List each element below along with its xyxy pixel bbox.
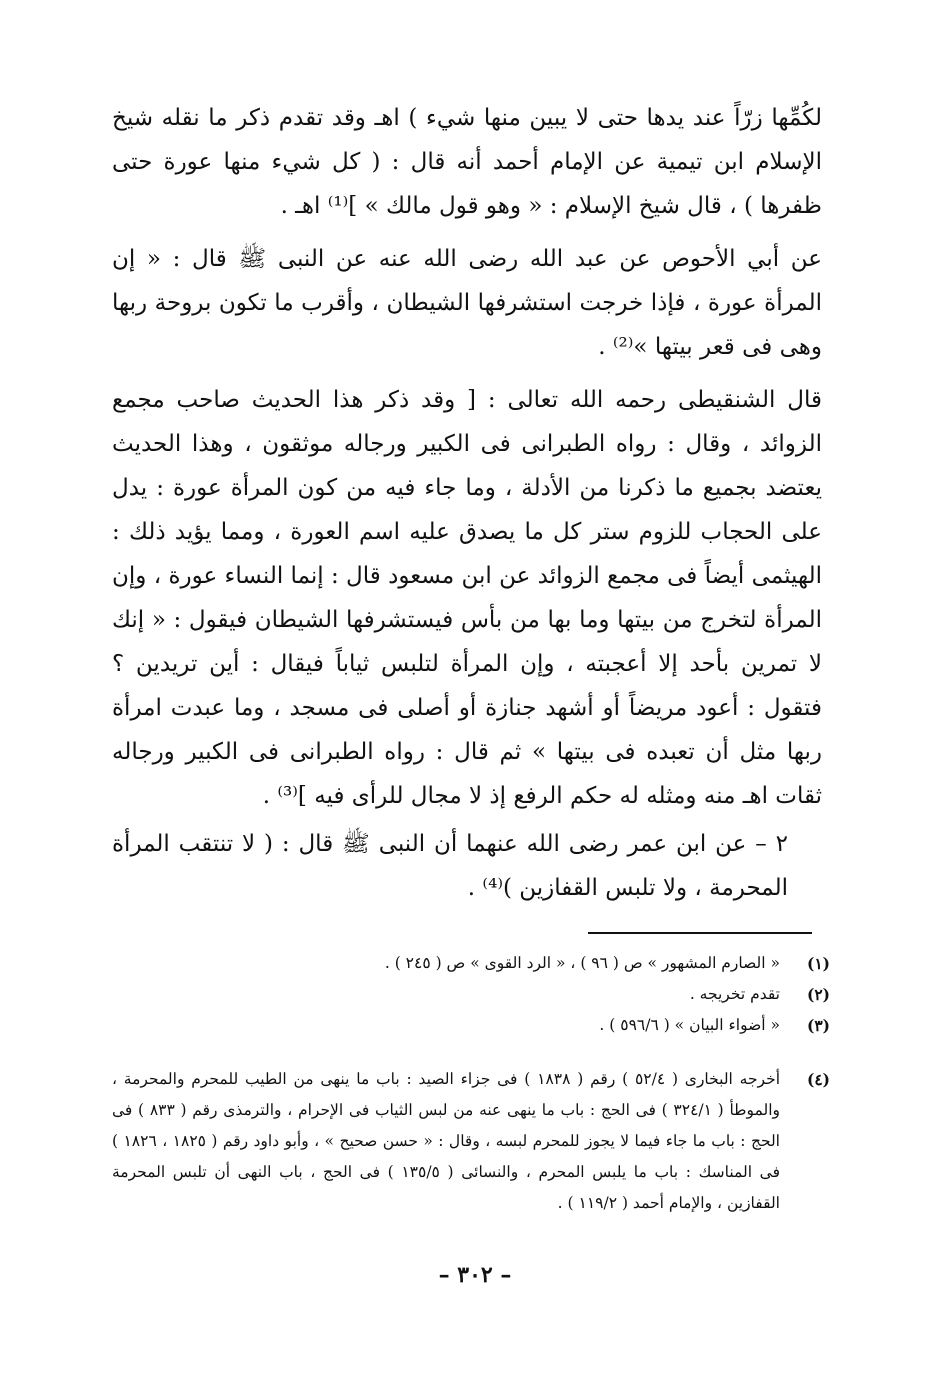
footnote-text: « الصارم المشهور » ص ( ٩٦ ) ، « الرد القوى » ص ( ٢٤٥ ) . xyxy=(384,954,780,972)
footnote-text: أخرجه البخارى ( ٥٢/٤ ) رقم ( ١٨٣٨ ) فى جزاء الصيد : باب ما ينهى من الطيب للمحرم والمحرمة ، والموطأ ( ٣٢٤/١ ) فى الحج : باب ما ينهى عنه من لبس الثياب فى الإحرام ، والترمذى رقم ( ٨٣٣ ) فى الحج : باب ما جاء فيما لا يجوز للمحرم لبسه ، وقال : « حسن صحيح » ، وأبو داود رقم ( ١٨٢٥ ، ١٨٢٦ ) فى المناسك : باب ما يلبس المحرم ، والنسائى ( ١٣٥/٥ ) فى الحج ، باب النهى أن تلبس المحرمة القفازين ، والإمام أحمد ( ١١٩/٢ ) . xyxy=(112,1070,780,1212)
footnote-number: (٣) xyxy=(806,1016,830,1035)
footnote-number: (٢) xyxy=(806,985,830,1004)
footnote-text: تقدم تخريجه . xyxy=(689,985,780,1003)
footnotes-list xyxy=(112,948,830,1041)
footnote-item xyxy=(112,1064,830,1219)
quote-paragraph xyxy=(112,378,822,818)
page-number: – ٣٠٢ – xyxy=(438,1262,512,1288)
footnote-item xyxy=(112,979,830,1010)
footnote-item xyxy=(112,1010,830,1041)
numbered-hadith-paragraph xyxy=(112,822,788,910)
paragraph-text: ٢ – عن ابن عمر رضى الله عنهما أن النبى ﷺ قال : ( لا تنتقب المرأة المحرمة ، ولا تلبس القفازين )⁽⁴⁾ . xyxy=(112,831,788,901)
paragraph-text: قال الشنقيطى رحمه الله تعالى : [ وقد ذكر هذا الحديث صاحب مجمع الزوائد ، وقال : رواه الطبرانى فى الكبير ورجاله موثقون ، وهذا الحديث يعتضد بجميع ما ذكرنا من الأدلة ، وما جاء فيه من كون المرأة عورة : يدل على الحجاب للزوم ستر كل ما يصدق عليه اسم العورة ، ومما يؤيد ذلك : الهيثمى أيضاً فى مجمع الزوائد عن ابن مسعود قال : إنما النساء عورة ، وإن المرأة لتخرج من بيتها وما بها من بأس فيستشرفها الشيطان فيقول : « إنك لا تمرين بأحد إلا أعجبته ، وإن المرأة لتلبس ثياباً فيقال : أين تريدين ؟ فتقول : أعود مريضاً أو أشهد جنازة أو أصلى فى مسجد ، وما عبدت امرأة ربها مثل أن تعبده فى بيتها » ثم قال : رواه الطبرانى فى الكبير ورجاله ثقات اهـ منه ومثله له حكم الرفع إذ لا مجال للرأى فيه ]⁽³⁾ . xyxy=(112,387,822,809)
footnote-separator xyxy=(588,932,812,934)
paragraph-text: لكُمِّها زرّاً عند يدها حتى لا يبين منها شيء ) اهـ وقد تقدم ذكر ما نقله شيخ الإسلام ابن تيمية عن الإمام أحمد أنه قال : ( كل شيء منها عورة حتى ظفرها ) ، قال شيخ الإسلام : « وهو قول مالك » ]⁽¹⁾ اهـ . xyxy=(112,105,822,219)
footnote-item xyxy=(112,948,830,979)
footnote-text: « أضواء البيان » ( ٥٩٦/٦ ) . xyxy=(599,1016,780,1034)
footnote-number: (٤) xyxy=(806,1070,830,1089)
paragraph-text: عن أبي الأحوص عن عبد الله رضى الله عنه عن النبى ﷺ قال : « إن المرأة عورة ، فإذا خرجت استشرفها الشيطان ، وأقرب ما تكون بروحة ربها وهى فى قعر بيتها »⁽²⁾ . xyxy=(112,246,822,360)
footnote-number: (١) xyxy=(806,954,830,973)
body-paragraph xyxy=(112,96,822,228)
hadith-paragraph xyxy=(112,237,822,369)
footnotes-list xyxy=(112,1064,830,1219)
